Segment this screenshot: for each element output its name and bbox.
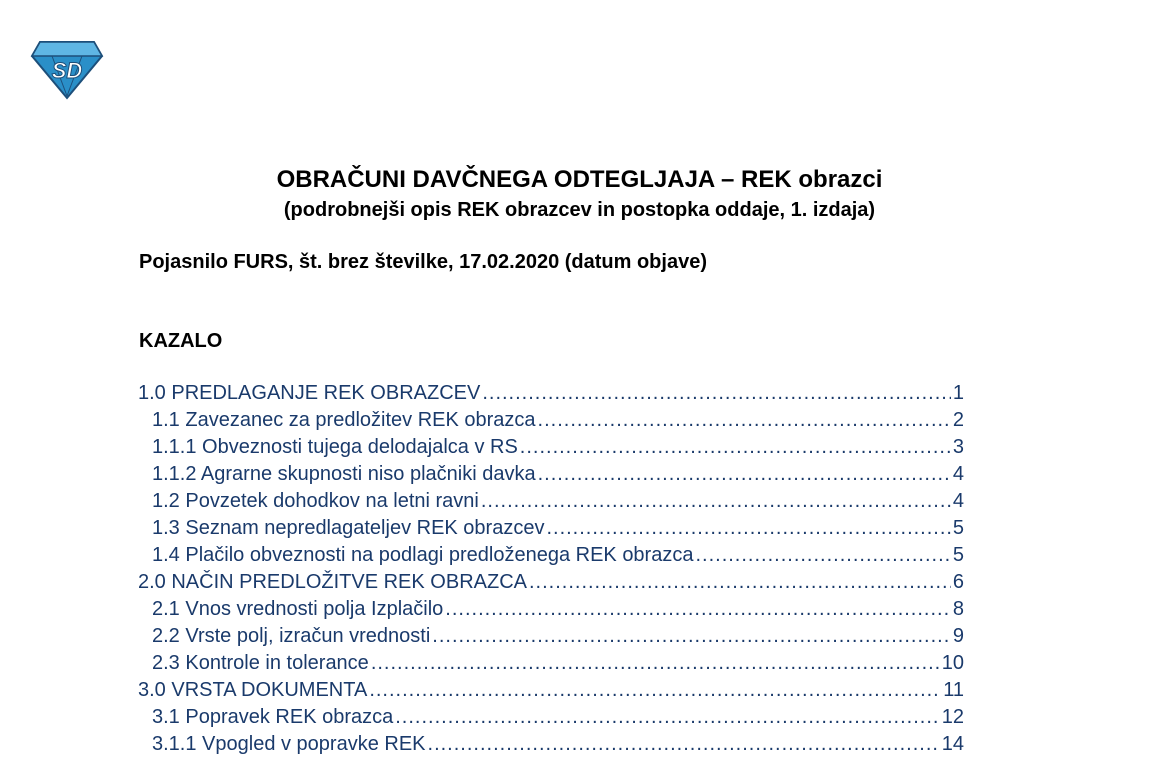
toc-entry-page[interactable]: 4	[952, 463, 964, 485]
toc-dot-leader	[481, 490, 951, 513]
toc-entry-label[interactable]: 2.0 NAČIN PREDLOŽITVE REK OBRAZCA	[138, 571, 527, 593]
toc-entry-label[interactable]: 2.3 Kontrole in tolerance	[152, 652, 369, 674]
document-subtitle: (podrobnejši opis REK obrazcev in postopka oddaje, 1. izdaja)	[283, 199, 876, 221]
toc-entry-page[interactable]: 3	[952, 436, 964, 458]
diamond-logo-icon	[30, 38, 104, 100]
toc-entry-page[interactable]: 2	[952, 409, 964, 431]
toc-entry-label[interactable]: 1.4 Plačilo obveznosti na podlagi predloženega REK obrazca	[152, 544, 694, 566]
company-logo	[30, 38, 104, 100]
toc-entry-page[interactable]: 4	[952, 490, 964, 512]
toc-entry-label[interactable]: 1.1 Zavezanec za predložitev REK obrazca	[152, 409, 536, 431]
toc-entry[interactable]	[138, 517, 964, 544]
toc-entry-label[interactable]: 2.1 Vnos vrednosti polja Izplačilo	[152, 598, 444, 620]
toc-dot-leader	[428, 733, 940, 756]
document-title: OBRAČUNI DAVČNEGA ODTEGLJAJA – REK obrazci	[276, 166, 883, 193]
toc-entry-page[interactable]: 9	[952, 625, 964, 647]
table-of-contents	[138, 382, 964, 760]
toc-entry[interactable]	[138, 679, 964, 706]
toc-dot-leader	[395, 706, 940, 729]
toc-dot-leader	[529, 571, 951, 594]
toc-dot-leader	[520, 436, 951, 459]
toc-entry-label[interactable]: 3.0 VRSTA DOKUMENTA	[138, 679, 368, 701]
toc-entry[interactable]	[138, 571, 964, 598]
toc-entry-page[interactable]: 8	[952, 598, 964, 620]
toc-dot-leader	[546, 517, 950, 540]
toc-entry-label[interactable]: 3.1.1 Vpogled v popravke REK	[152, 733, 426, 755]
toc-entry-page[interactable]: 1	[952, 382, 964, 404]
toc-entry[interactable]	[138, 382, 964, 409]
toc-entry-label[interactable]: 1.0 PREDLAGANJE REK OBRAZCEV	[138, 382, 481, 404]
toc-heading: KAZALO	[139, 330, 223, 352]
toc-dot-leader	[482, 382, 951, 405]
toc-entry-label[interactable]: 1.1.1 Obveznosti tujega delodajalca v RS	[152, 436, 518, 458]
toc-dot-leader	[371, 652, 940, 675]
toc-entry[interactable]	[138, 652, 964, 679]
toc-dot-leader	[538, 409, 951, 432]
toc-entry-label[interactable]: 1.2 Povzetek dohodkov na letni ravni	[152, 490, 479, 512]
toc-entry-page[interactable]: 12	[941, 706, 964, 728]
toc-entry[interactable]	[138, 706, 964, 733]
toc-entry[interactable]	[138, 598, 964, 625]
toc-entry-page[interactable]: 14	[941, 733, 964, 755]
toc-entry-page[interactable]: 10	[941, 652, 964, 674]
toc-entry-label[interactable]: 3.1 Popravek REK obrazca	[152, 706, 394, 728]
toc-dot-leader	[538, 463, 951, 486]
toc-entry-page[interactable]: 5	[952, 544, 964, 566]
toc-entry[interactable]	[138, 490, 964, 517]
toc-entry-page[interactable]: 11	[943, 679, 964, 701]
document-reference: Pojasnilo FURS, št. brez številke, 17.02.2020 (datum objave)	[139, 251, 707, 273]
toc-entry[interactable]	[138, 463, 964, 490]
toc-dot-leader	[695, 544, 950, 567]
toc-entry-page[interactable]: 5	[952, 517, 964, 539]
toc-entry[interactable]	[138, 436, 964, 463]
toc-entry[interactable]	[138, 625, 964, 652]
toc-dot-leader	[432, 625, 951, 648]
toc-entry-label[interactable]: 1.1.2 Agrarne skupnosti niso plačniki davka	[152, 463, 536, 485]
toc-entry[interactable]	[138, 733, 964, 760]
toc-dot-leader	[445, 598, 951, 621]
toc-dot-leader	[369, 679, 941, 702]
toc-entry[interactable]	[138, 544, 964, 571]
toc-entry-label[interactable]: 1.3 Seznam nepredlagateljev REK obrazcev	[152, 517, 545, 539]
toc-entry-label[interactable]: 2.2 Vrste polj, izračun vrednosti	[152, 625, 431, 647]
logo-text: SD	[51, 58, 83, 83]
toc-entry[interactable]	[138, 409, 964, 436]
toc-entry-page[interactable]: 6	[952, 571, 964, 593]
